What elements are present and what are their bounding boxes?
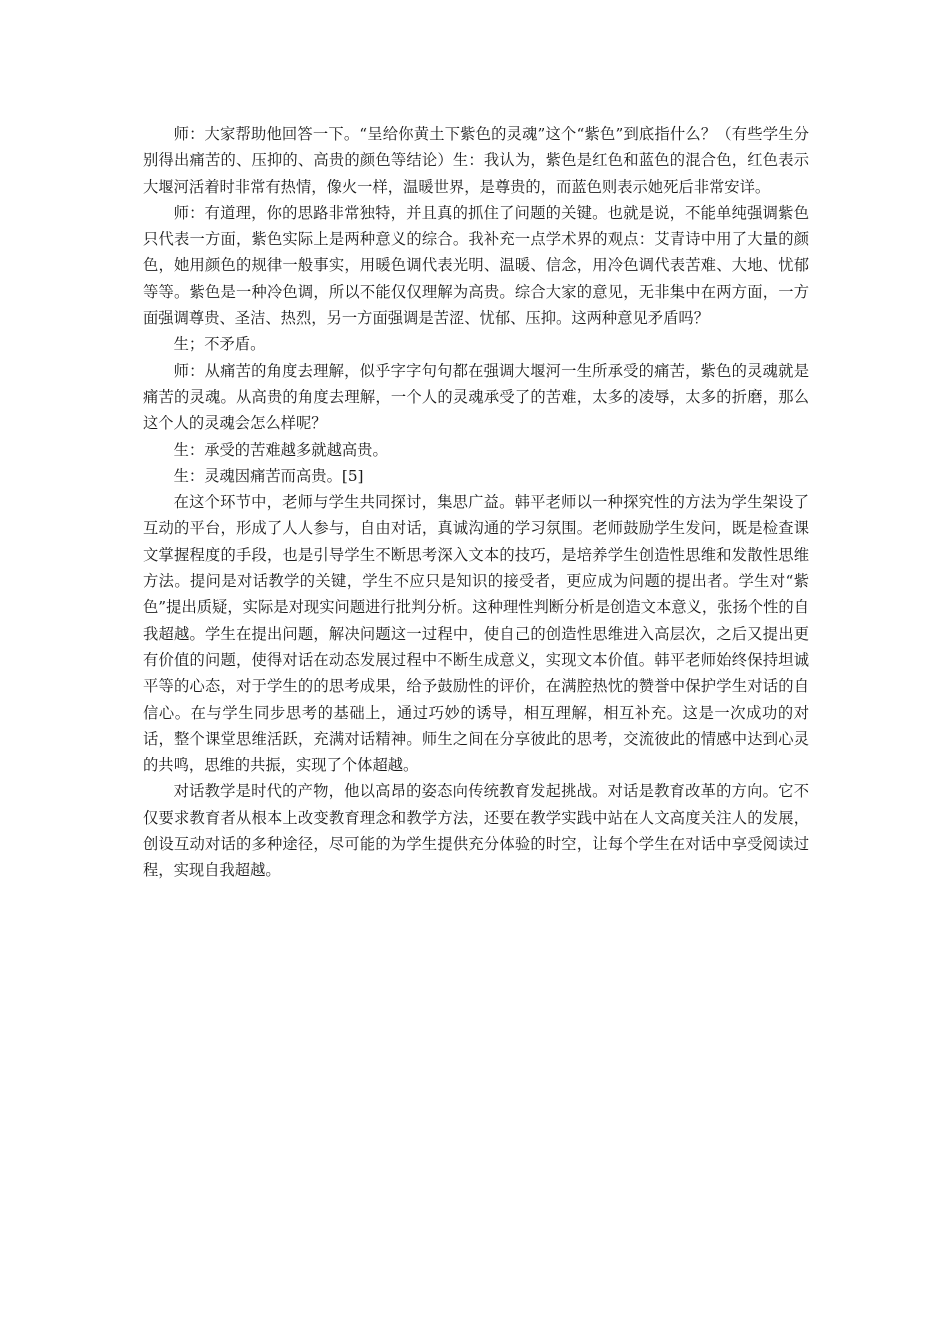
document-body <box>143 121 809 884</box>
paragraph-student-reply-1: 生；不矛盾。 <box>173 335 266 354</box>
paragraph-student-reply-2: 生：承受的苦难越多就越高贵。 <box>173 440 388 459</box>
paragraph-analysis: 在这个环节中，老师与学生共同探讨，集思广益。韩平老师以一种探究性的方法为学生架设了互动的平台，形成了人人参与，自由对话，真诚沟通的学习氛围。老师鼓励学生发问，既是检查课文掌握程度的手段，也是引导学生不断思考深入文本的技巧，是培养学生创造性思维和发散性思维方法。提问是对话教学的关键，学生不应只是知识的接受者，更应成为问题的提出者。学生对“紫色”提出质疑，实际是对现实问题进行批判分析。这种理性判断分析是创造文本意义，张扬个性的自我超越。学生在提出问题，解决问题这一过程中，使自己的创造性思维进入高层次，之后又提出更有价值的问题，使得对话在动态发展过程中不断生成意义，实现文本价值。韩平老师始终保持坦诚平等的心态，对于学生的的思考成果，给予鼓励性的评价，在满腔热忱的赞誉中保护学生对话的自信心。在与学生同步思考的基础上，通过巧妙的诱导，相互理解，相互补充。这是一次成功的对话，整个课堂思维活跃，充满对话精神。师生之间在分享彼此的思考，交流彼此的情感中达到心灵的共鸣，思维的共振，实现了个体超越。 <box>143 493 809 775</box>
paragraph-teacher-followup: 师：从痛苦的角度去理解，似乎字字句句都在强调大堰河一生所承受的痛苦，紫色的灵魂就是痛苦的灵魂。从高贵的角度去理解，一个人的灵魂承受了的苦难，太多的凌辱，太多的折磨，那么这个人的灵魂会怎么样呢？ <box>143 361 809 433</box>
paragraph-student-reply-3: 生：灵魂因痛苦而高贵。[5] <box>173 466 364 485</box>
paragraph-teacher-explanation: 师：有道理，你的思路非常独特，并且真的抓住了问题的关键。也就是说，不能单纯强调紫色只代表一方面，紫色实际上是两种意义的综合。我补充一点学术界的观点：艾青诗中用了大量的颜色，她用颜色的规律一般事实，用暖色调代表光明、温暖、信念，用冷色调代表苦难、大地、忧郁等等。紫色是一种冷色调，所以不能仅仅理解为高贵。综合大家的意见，无非集中在两方面，一方面强调尊贵、圣洁、热烈，另一方面强调是苦涩、忧郁、压抑。这两种意见矛盾吗？ <box>143 203 809 328</box>
paragraph-conclusion: 对话教学是时代的产物，他以高昂的姿态向传统教育发起挑战。对话是教育改革的方向。它不仅要求教育者从根本上改变教育理念和教学方法，还要在教学实践中站在人文高度关注人的发展，创设互动对话的多种途径，尽可能的为学生提供充分体验的时空，让每个学生在对话中享受阅读过程，实现自我超越。 <box>143 782 809 880</box>
paragraph-teacher-question: 师：大家帮助他回答一下。“呈给你黄土下紫色的灵魂”这个“紫色”到底指什么？（有些学生分别得出痛苦的、压抑的、高贵的颜色等结论）生：我认为，紫色是红色和蓝色的混合色，红色表示大堰河活着时非常有热情，像火一样，温暖世界，是尊贵的，而蓝色则表示她死后非常安详。 <box>143 125 809 196</box>
